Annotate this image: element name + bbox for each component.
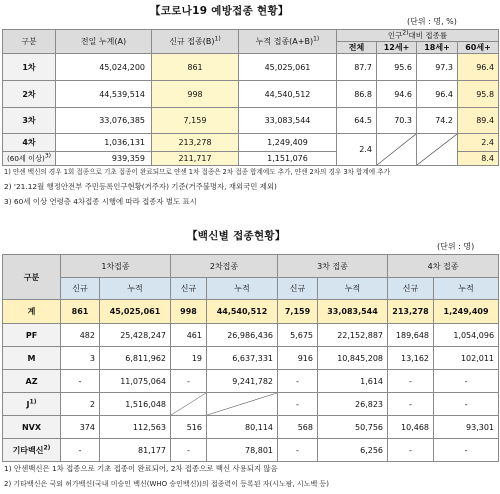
cell-d1-cum: 112,563 [100, 416, 171, 439]
header-gubun: 구분 [3, 255, 61, 300]
header-age12: 12세+ [377, 42, 417, 54]
cell-d3-new: 916 [278, 347, 318, 370]
row-label: 2차 [3, 81, 56, 108]
cell-age18: 74.2 [417, 108, 458, 134]
cell-d3-new: 7,159 [278, 300, 318, 324]
row-label-text: J [26, 399, 30, 409]
cell-cum: 1,151,076 [239, 152, 337, 166]
vaccine-footnote-2: 2) 기타백신은 국외 허가백신(국내 미승인 백신(WHO 승인백신))의 접종력이 등록된 자(시노팜, 시노백 등) [4, 480, 329, 488]
header-dose2: 2차접종 [171, 255, 278, 278]
row-label-j [3, 393, 61, 416]
cell-age18: 97.3 [417, 54, 458, 81]
cell-d1-cum: 11,075,064 [100, 370, 171, 393]
cell-d4-cum: - [434, 370, 499, 393]
header-cum: 누적 [318, 278, 388, 300]
vaccination-status-title: 【코로나19 예방접종 현황】 [150, 5, 289, 17]
row-label: 4차 [3, 134, 56, 152]
cell-d1-new: 482 [61, 324, 100, 347]
cell-d1-new: 3 [61, 347, 100, 370]
cell-d2-new: 461 [171, 324, 207, 347]
header-new: 신규 [61, 278, 100, 300]
cell-d3-cum: 6,256 [318, 439, 388, 462]
cell-age18: 96.4 [417, 81, 458, 108]
header-new: 신규 [171, 278, 207, 300]
row-label-other [3, 439, 61, 462]
cell-d3-new: - [278, 393, 318, 416]
row-label-footnote: 3) [44, 152, 52, 160]
row-label-total: 계 [3, 300, 61, 324]
cell-cum: 33,083,544 [239, 108, 337, 134]
cell-d2-cum: 26,986,436 [207, 324, 278, 347]
cell-d3-new: 5,675 [278, 324, 318, 347]
table2-unit: (단위 : 명) [437, 242, 475, 251]
row-label-footnote: 1) [29, 397, 37, 405]
cell-age12: 95.6 [377, 54, 417, 81]
cell-new: 861 [152, 54, 239, 81]
header-cum: 누적 [207, 278, 278, 300]
cell-new: 213,278 [152, 134, 239, 152]
header-all: 전체 [337, 42, 377, 54]
cell-d4-cum: 102,011 [434, 347, 499, 370]
header-new-footnote: 1) [214, 35, 221, 43]
cell-d3-new: - [278, 439, 318, 462]
diagonal-slash [417, 134, 457, 165]
cell-d2-cum: 44,540,512 [207, 300, 278, 324]
row-label-60plus [3, 152, 56, 166]
row-label: PF [3, 324, 61, 347]
cell-age60: 96.4 [458, 54, 499, 81]
footnote-3: 3) 60세 이상 연령층 4차접종 시행에 따라 접종자 별도 표시 [4, 197, 197, 206]
cell-all: 87.7 [337, 54, 377, 81]
header-new: 신규 [278, 278, 318, 300]
cell-d4-new: 189,648 [388, 324, 434, 347]
cell-age60: 95.8 [458, 81, 499, 108]
header-cum-label: 누적 접종(A+B) [255, 37, 314, 46]
cell-age60: 2.4 [458, 134, 499, 152]
cell-age60: 8.4 [458, 152, 499, 166]
cell-d3-new: 568 [278, 416, 318, 439]
row-label-text: (60세 이상) [6, 153, 45, 163]
vaccination-status-table [2, 29, 499, 166]
header-ratio-tail: 대비 접종률 [408, 31, 448, 40]
row-label: 1차 [3, 54, 56, 81]
header-ratio-footnote: 2) [402, 29, 409, 37]
footnote-2: 2) '21.12월 행정안전부 주민등록인구현황(거주자) 기준(거주불명자, 재외국민 제외) [4, 182, 277, 191]
cell-d2-new-empty [171, 393, 207, 416]
cell-d1-cum: 1,516,048 [100, 393, 171, 416]
cell-d2-cum: 9,241,782 [207, 370, 278, 393]
cell-d4-new: 10,468 [388, 416, 434, 439]
header-ratio [337, 30, 499, 42]
header-dose1: 1차접종 [61, 255, 171, 278]
row-label: M [3, 347, 61, 370]
cell-all: 2.4 [337, 134, 377, 166]
cell-d1-new: - [61, 370, 100, 393]
cell-age12: 70.3 [377, 108, 417, 134]
cell-d1-cum: 81,177 [100, 439, 171, 462]
diagonal-slash [207, 393, 277, 415]
header-new [152, 30, 239, 54]
cell-d1-new: 2 [61, 393, 100, 416]
cell-d1-new: - [61, 439, 100, 462]
cell-d4-new: 213,278 [388, 300, 434, 324]
cell-d1-new: 374 [61, 416, 100, 439]
cell-age12-empty [377, 134, 417, 166]
cell-cum: 45,025,061 [239, 54, 337, 81]
header-cumulative [239, 30, 337, 54]
cell-d3-cum: 10,845,208 [318, 347, 388, 370]
cell-d2-cum-empty [207, 393, 278, 416]
cell-d4-cum: 93,301 [434, 416, 499, 439]
cell-cum: 1,249,409 [239, 134, 337, 152]
cell-new: 998 [152, 81, 239, 108]
cell-cum: 44,540,512 [239, 81, 337, 108]
vaccine-footnote-1: 1) 안센백신은 1차 접종으로 기초 접종이 완료되어, 2차 접종으로 백신 사용되지 않음 [4, 464, 278, 473]
header-cum-footnote: 1) [313, 35, 320, 43]
header-new: 신규 [388, 278, 434, 300]
cell-d4-cum: - [434, 393, 499, 416]
diagonal-slash [377, 134, 416, 165]
header-cum: 누적 [434, 278, 499, 300]
cell-all: 86.8 [337, 81, 377, 108]
cell-d4-new: - [388, 393, 434, 416]
cell-d1-cum: 25,428,247 [100, 324, 171, 347]
header-cum: 누적 [100, 278, 171, 300]
header-ratio-label: 인구 [387, 31, 403, 40]
diagonal-slash [171, 393, 206, 415]
cell-d2-new: 998 [171, 300, 207, 324]
cell-all: 64.5 [337, 108, 377, 134]
header-dose3: 3차 접종 [278, 255, 388, 278]
cell-d4-new: - [388, 439, 434, 462]
cell-d2-new: 19 [171, 347, 207, 370]
cell-d3-cum: 26,823 [318, 393, 388, 416]
cell-d4-cum: 1,054,096 [434, 324, 499, 347]
cell-d3-new: - [278, 370, 318, 393]
cell-d1-cum: 6,811,962 [100, 347, 171, 370]
cell-prev: 45,024,200 [56, 54, 152, 81]
vaccine-type-title: 【백신별 접종현황】 [187, 230, 286, 242]
cell-d4-cum: - [434, 439, 499, 462]
cell-d1-new: 861 [61, 300, 100, 324]
footnote-1: 1) 얀센 백신의 경우 1회 접종으로 기초 접종이 완료되므로 얀센 1차 접종은 2차 접종 합계에도 추가, 얀센 2차의 경우 3차 합계에 추가 [4, 168, 390, 176]
table1-unit: (단위 : 명, %) [407, 17, 457, 26]
row-label-text: 기타백신 [12, 445, 44, 455]
cell-d2-cum: 80,114 [207, 416, 278, 439]
header-dose4: 4차 접종 [388, 255, 499, 278]
cell-d3-cum: 50,756 [318, 416, 388, 439]
row-label: AZ [3, 370, 61, 393]
cell-d2-new: 516 [171, 416, 207, 439]
cell-d2-cum: 6,637,331 [207, 347, 278, 370]
header-prev-cumulative: 전일 누계(A) [56, 30, 152, 54]
header-new-label: 신규 접종(B) [169, 37, 215, 46]
cell-d4-new: - [388, 370, 434, 393]
cell-d4-cum: 1,249,409 [434, 300, 499, 324]
row-label: 3차 [3, 108, 56, 134]
cell-d2-new: - [171, 370, 207, 393]
cell-d4-new: 13,162 [388, 347, 434, 370]
cell-prev: 1,036,131 [56, 134, 152, 152]
header-age18: 18세+ [417, 42, 458, 54]
cell-new: 7,159 [152, 108, 239, 134]
cell-d3-cum: 33,083,544 [318, 300, 388, 324]
cell-prev: 939,359 [56, 152, 152, 166]
cell-new: 211,717 [152, 152, 239, 166]
cell-d3-cum: 22,152,887 [318, 324, 388, 347]
cell-age60: 89.4 [458, 108, 499, 134]
cell-age18-empty [417, 134, 458, 166]
cell-d2-cum: 78,801 [207, 439, 278, 462]
header-age60: 60세+ [458, 42, 499, 54]
cell-d2-new: - [171, 439, 207, 462]
cell-prev: 44,539,514 [56, 81, 152, 108]
header-gubun: 구분 [3, 30, 56, 54]
row-label-footnote: 2) [43, 443, 51, 451]
cell-age12: 94.6 [377, 81, 417, 108]
vaccine-type-table [2, 254, 499, 462]
cell-d1-cum: 45,025,061 [100, 300, 171, 324]
row-label: NVX [3, 416, 61, 439]
cell-d3-cum: 1,614 [318, 370, 388, 393]
cell-prev: 33,076,385 [56, 108, 152, 134]
